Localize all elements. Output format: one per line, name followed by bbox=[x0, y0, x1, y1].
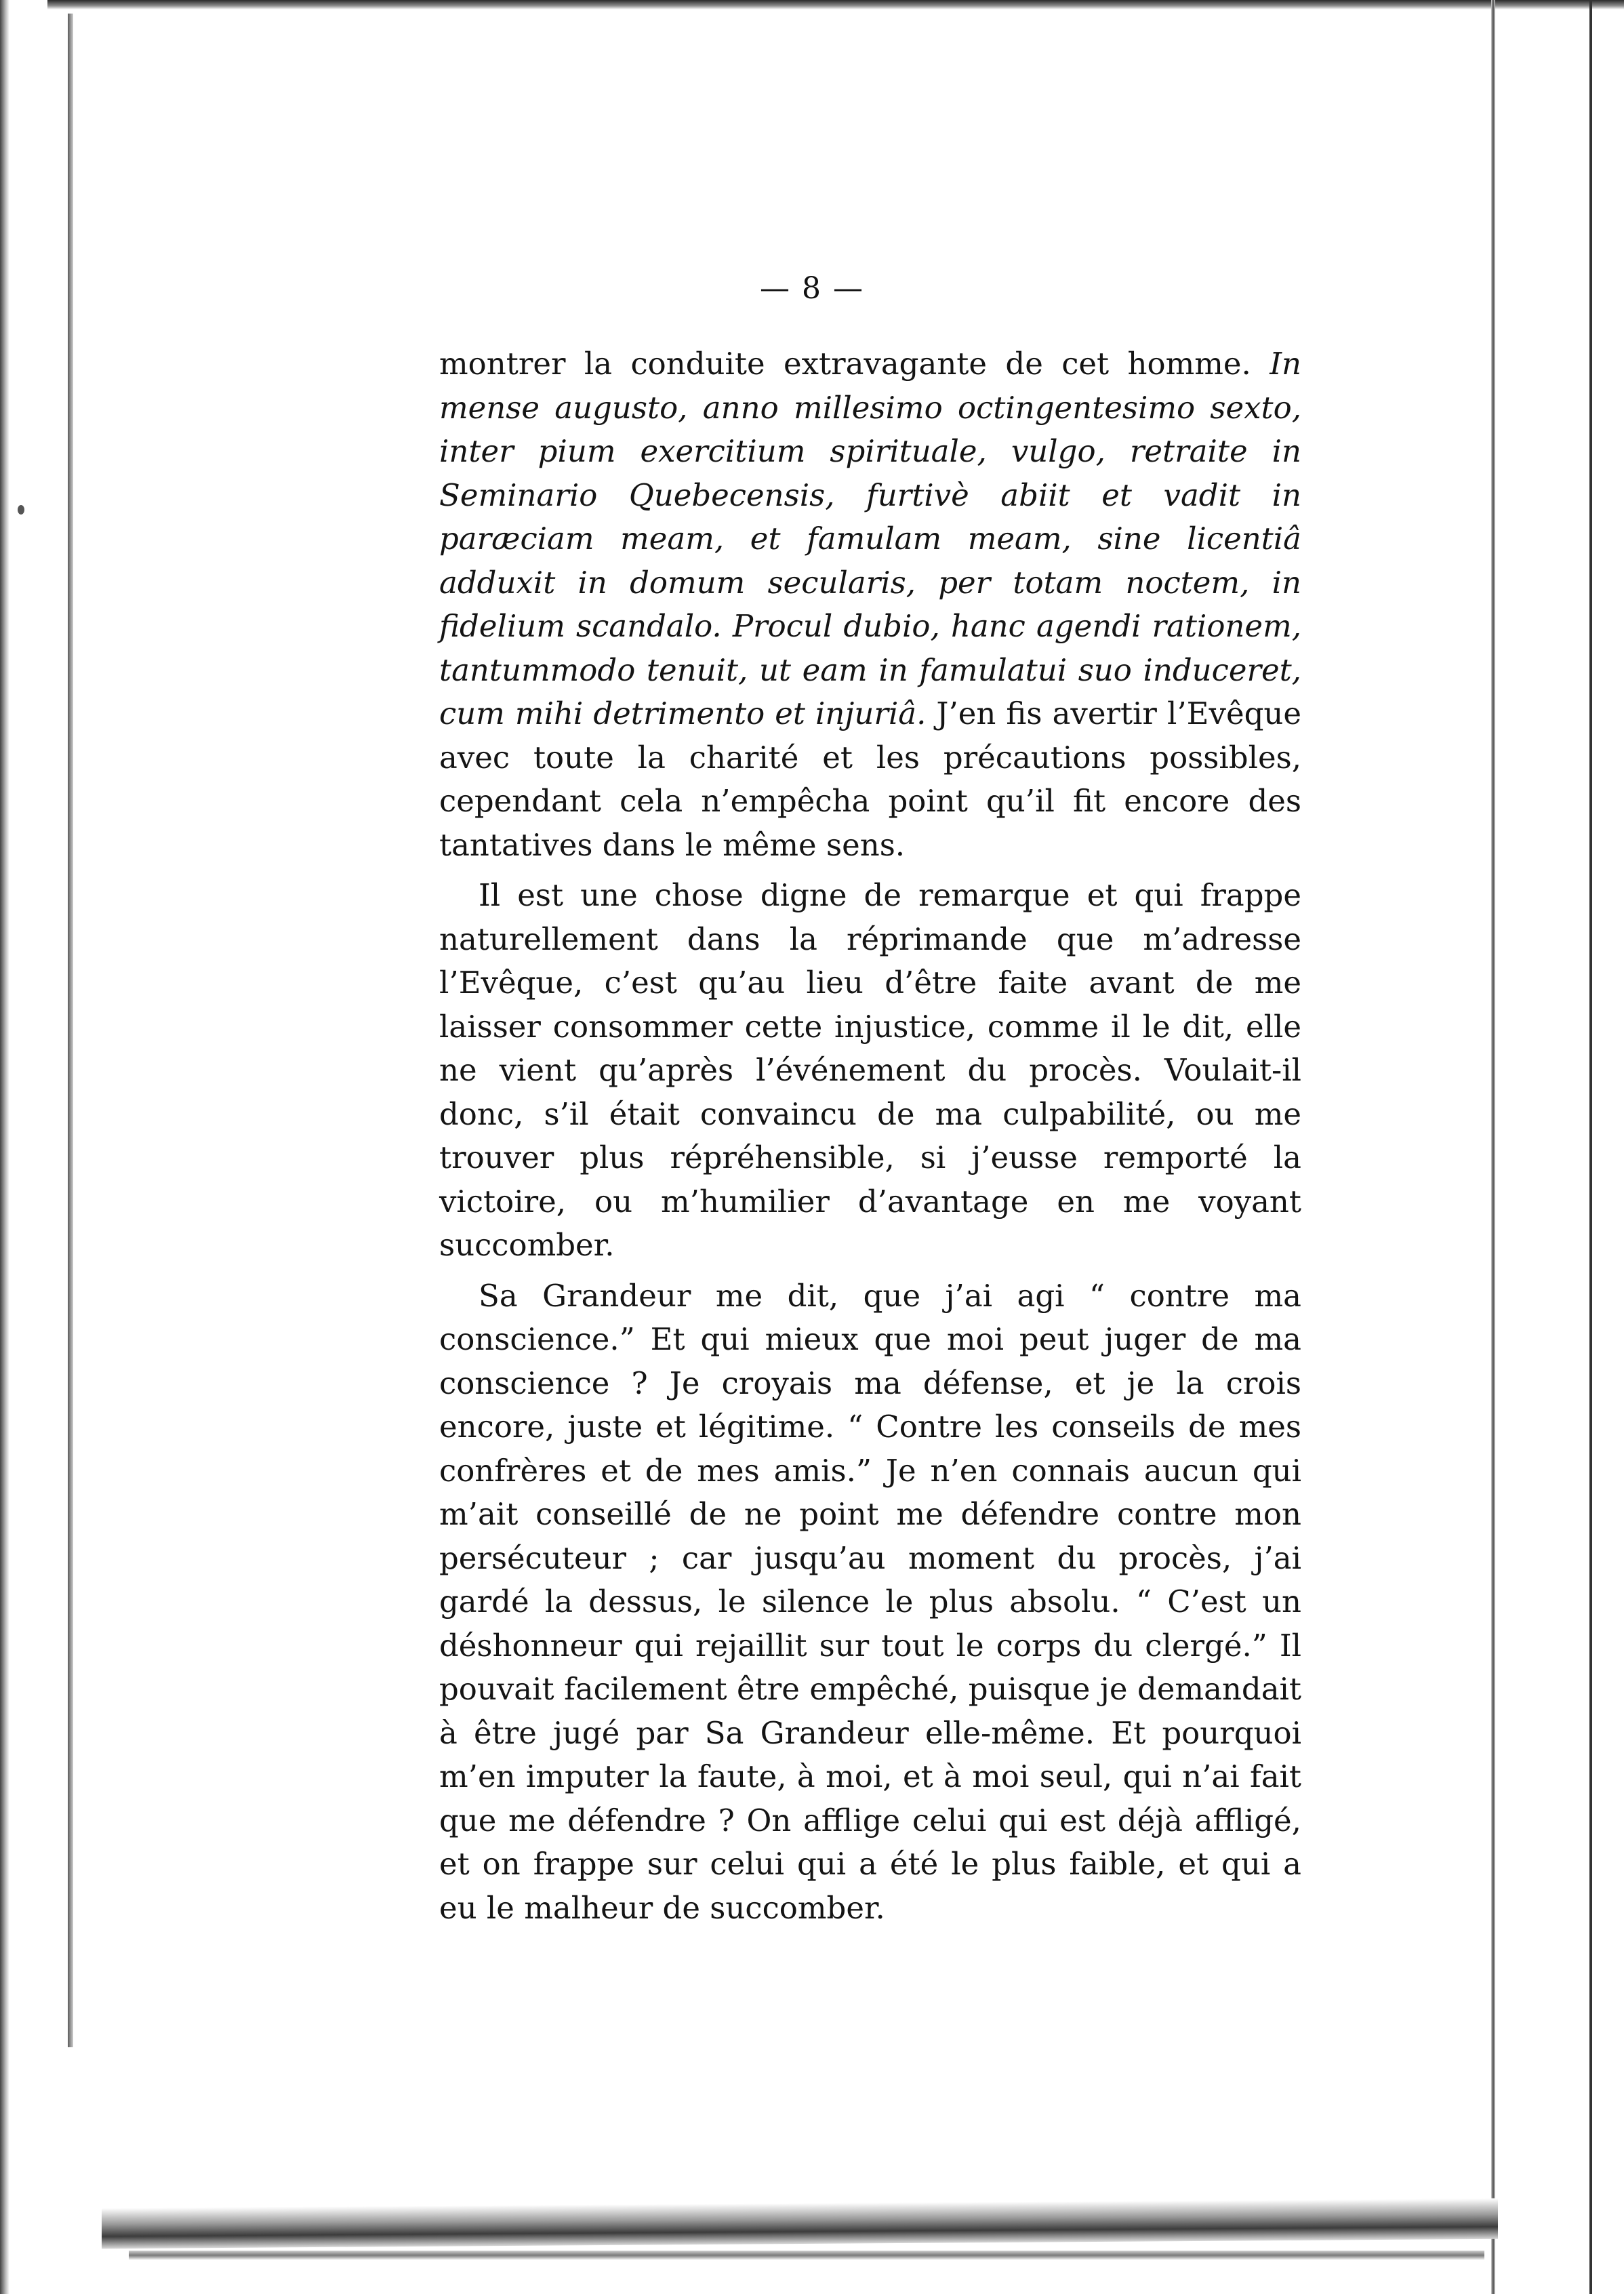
paragraph-1 bbox=[439, 342, 1301, 867]
latin-quotation: In mense augusto, anno millesimo octingentesimo sexto, inter pium exercitium spirituale, vulgo, retraite in Seminario Quebecensis, furtivè abiit et vadit in paræciam meam, et famulam meam, sine licentiâ adduxit in domum secularis, per totam noctem, in fidelium scandalo. Procul dubio, hanc agendi rationem, tantummodo tenuit, ut eam in famulatui suo induceret, cum mihi detrimento et injuriâ. bbox=[439, 346, 1301, 731]
paragraph-1-start: montrer la conduite extravagante de cet homme. bbox=[439, 346, 1270, 382]
page-left-edge bbox=[68, 14, 73, 2047]
page-bottom-shadow bbox=[129, 2251, 1484, 2260]
paragraph-1-end: J’en fis avertir l’Evêque avec toute la charité et les précautions possibles, cependant cela n’empêcha point qu’il fit encore des tantatives dans le même sens. bbox=[439, 696, 1301, 863]
page-number: — 8 — bbox=[760, 271, 864, 306]
scan-right-border bbox=[1589, 0, 1592, 2294]
left-scan-shadow bbox=[0, 0, 9, 2294]
page-right-edge bbox=[1491, 0, 1495, 2294]
page-bottom-edge bbox=[102, 2198, 1498, 2249]
scan-top-border bbox=[0, 0, 1624, 9]
paragraph-3: Sa Grandeur me dit, que j’ai agi “ contre ma conscience.” Et qui mieux que moi peut juger de ma conscience ? Je croyais ma défense, et je la crois encore, juste et légitime. “ Contre les conseils de mes confrères et de mes amis.” Je n’en connais aucun qui m’ait conseillé de ne point me défendre contre mon persécuteur ; car jusqu’au moment du procès, j’ai gardé la dessus, le silence le plus absolu. “ C’est un déshonneur qui rejaillit sur tout le corps du clergé.” Il pouvait facilement être empêché, puisque je demandait à être jugé par Sa Grandeur elle-même. Et pourquoi m’en imputer la faute, à moi, et à moi seul, qui n’ai fait que me défendre ? On afflige celui qui est déjà affligé, et on frappe sur celui qui a été le plus faible, et qui a eu le malheur de succomber. bbox=[439, 1277, 1301, 1926]
ink-speck bbox=[18, 505, 24, 515]
body-text bbox=[439, 342, 1301, 1930]
paragraph-2: Il est une chose digne de remarque et qui frappe naturellement dans la réprimande que m’adresse l’Evêque, c’est qu’au lieu d’être faite avant de me laisser consommer cette injustice, comme il le dit, elle ne vient qu’après l’événement du procès. Voulait-il donc, s’il était convaincu de ma culpabilité, ou me trouver plus répréhensible, si j’eusse remporté la victoire, ou m’humilier d’avantage en me voyant succomber. bbox=[439, 877, 1301, 1263]
